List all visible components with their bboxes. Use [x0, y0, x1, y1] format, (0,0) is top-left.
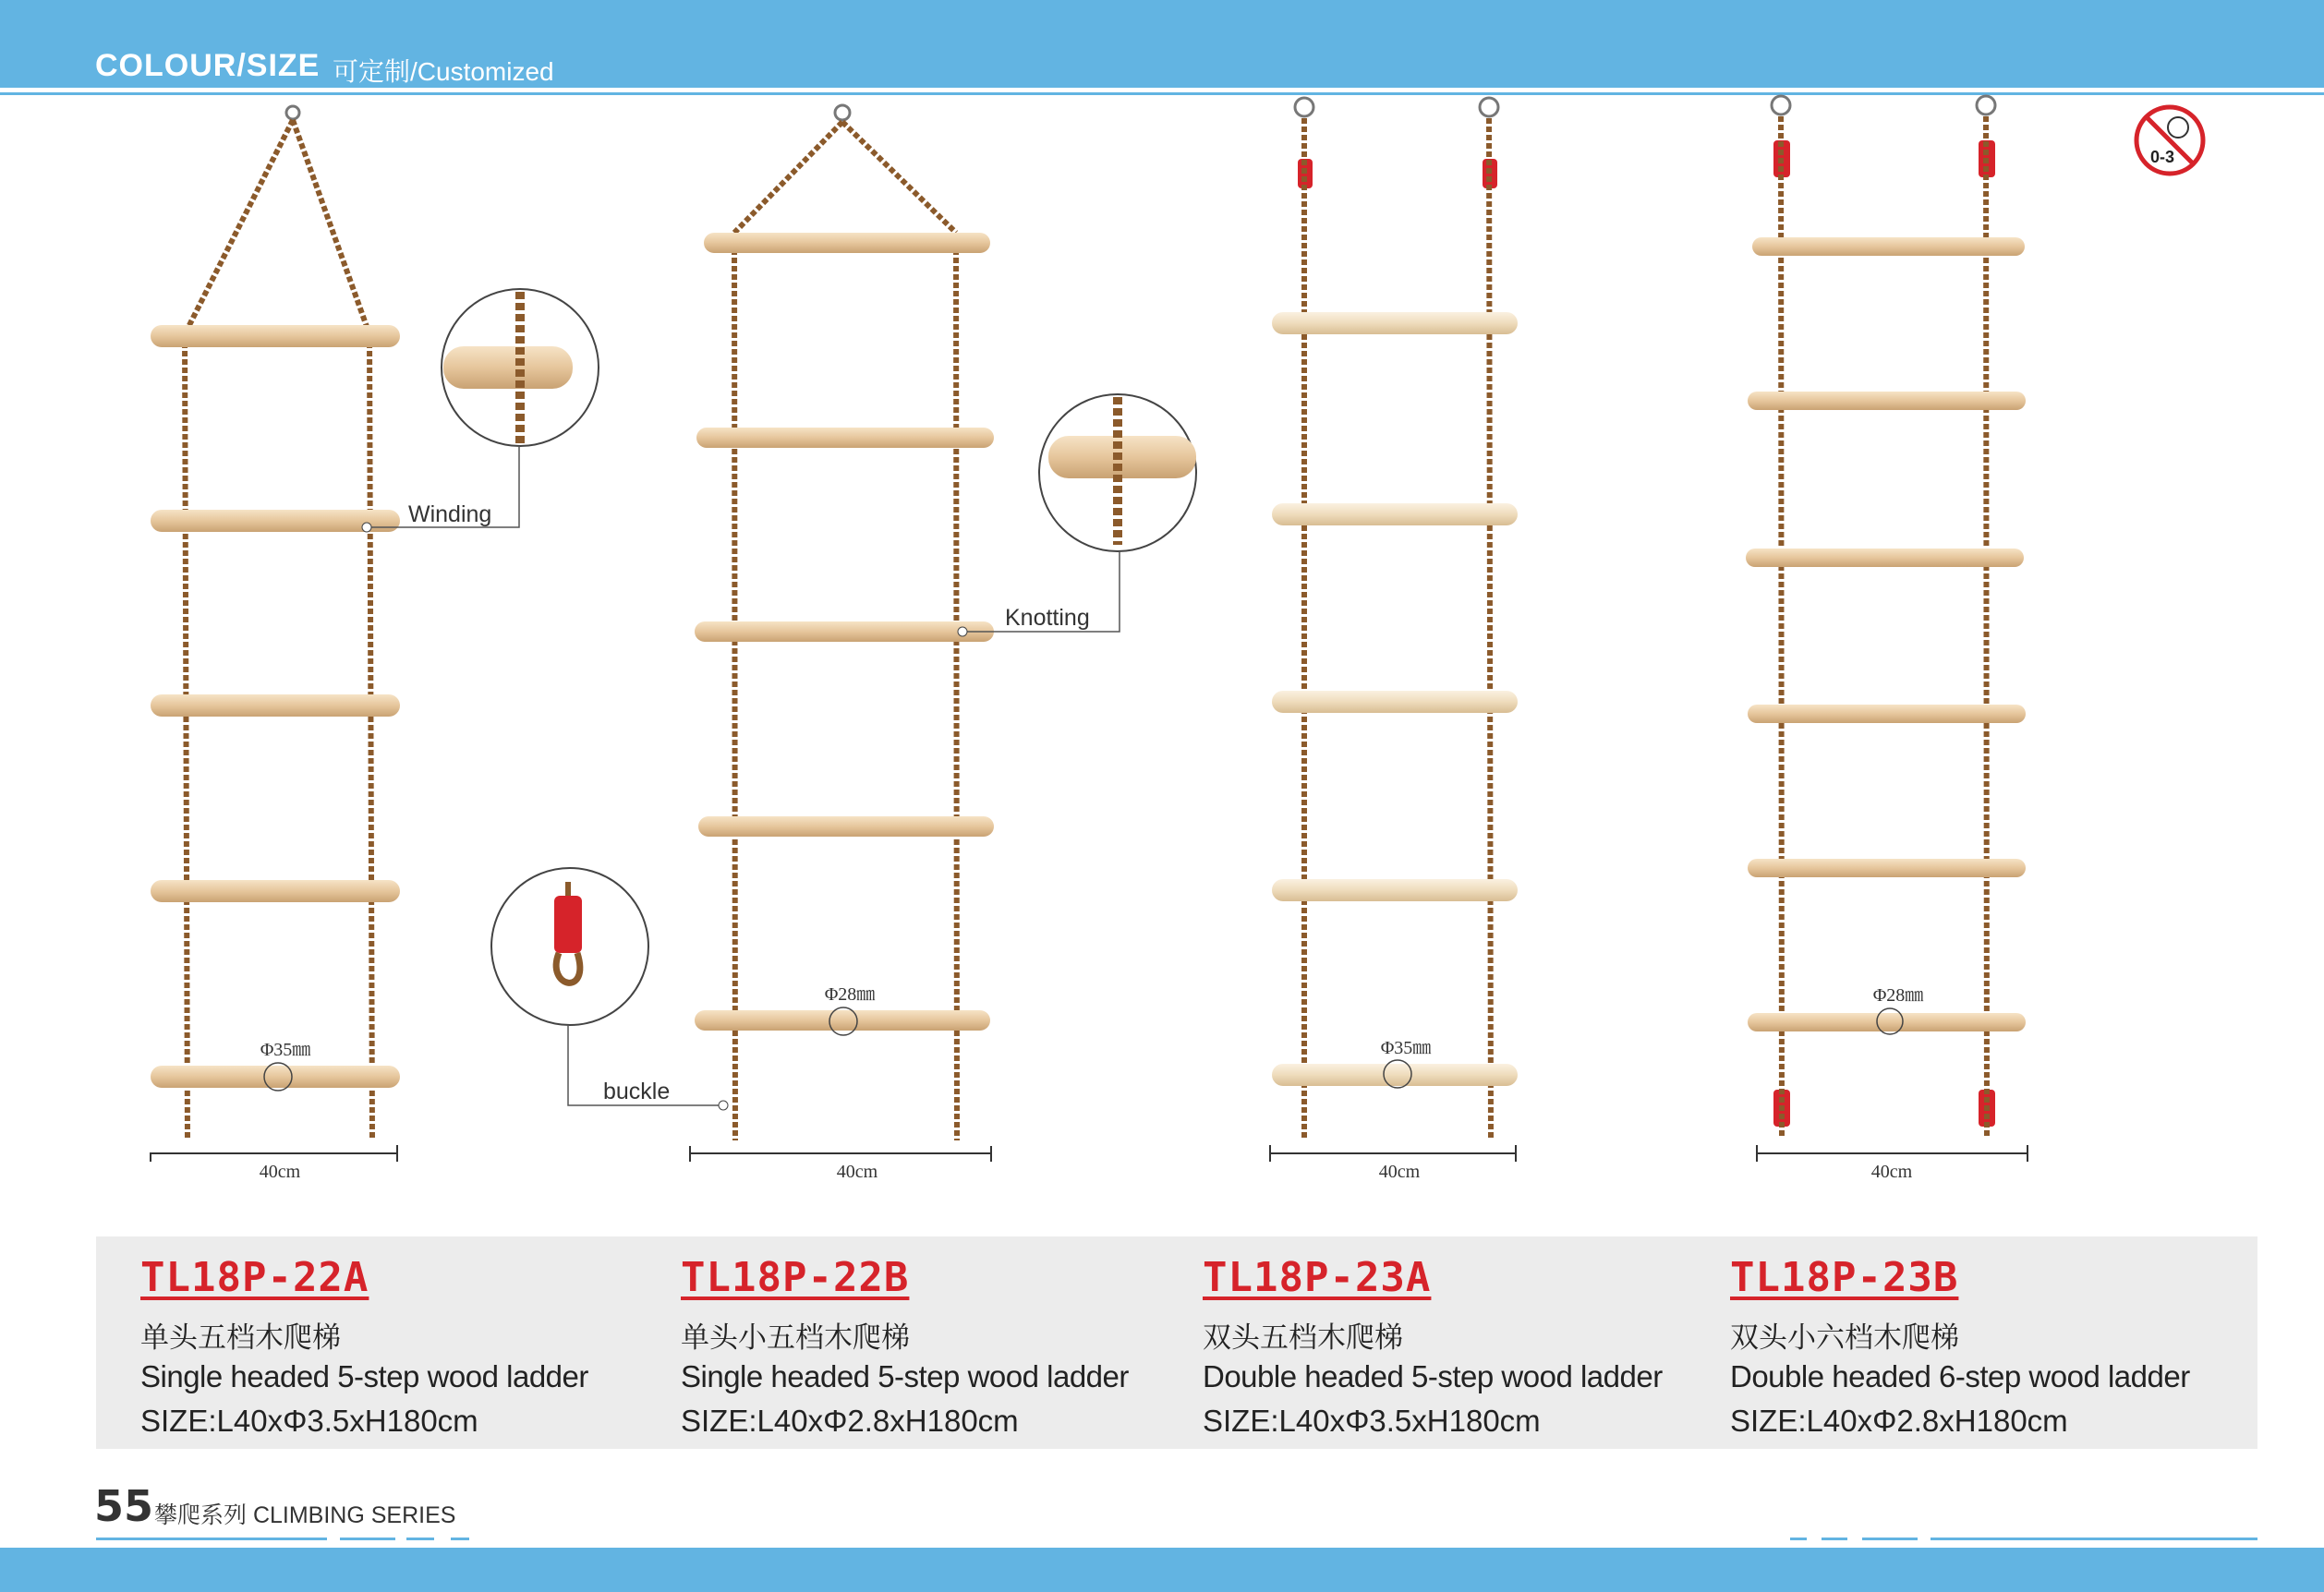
rung — [1748, 859, 2026, 877]
age-warning-icon — [2136, 107, 2203, 174]
rung — [1752, 237, 2025, 256]
product-22a — [140, 1254, 588, 1439]
rung — [1272, 503, 1518, 525]
rung — [151, 694, 400, 717]
product-23a — [1203, 1254, 1663, 1439]
footer-rule — [1790, 1538, 1807, 1540]
product-code: TL18P-23A — [1203, 1254, 1432, 1301]
callout-winding: Winding — [408, 501, 492, 527]
product-code: TL18P-22A — [140, 1254, 369, 1301]
hanging-ring — [835, 105, 850, 120]
rung — [704, 233, 990, 253]
rung — [1746, 549, 2024, 567]
rung — [698, 816, 994, 837]
rung — [696, 428, 994, 448]
hanging-ring — [286, 106, 299, 119]
hanging-ring — [1772, 96, 1790, 115]
footer-rule — [1822, 1538, 1847, 1540]
rung — [695, 1010, 990, 1031]
hanging-ring — [1295, 98, 1313, 116]
product-name-cn: 单头小五档木爬梯 — [681, 1321, 910, 1354]
diameter-label: Φ35㎜ — [1380, 1038, 1432, 1058]
page-subtitle: 可定制/Customized — [333, 57, 554, 86]
footer-rule — [451, 1538, 469, 1540]
product-code: TL18P-23B — [1730, 1254, 1959, 1301]
rung — [1272, 691, 1518, 713]
age-warning-text: 0-3 — [2149, 148, 2175, 166]
callout-buckle: buckle — [603, 1079, 671, 1104]
page-title: COLOUR/SIZE — [95, 48, 321, 83]
footer-rule — [96, 1538, 327, 1540]
product-name-cn: 双头五档木爬梯 — [1203, 1321, 1403, 1354]
footer-rule — [1931, 1538, 2257, 1540]
product-22b — [681, 1254, 1129, 1439]
hanging-ring — [1480, 98, 1498, 116]
width-label: 40cm — [836, 1162, 878, 1182]
product-name-en: Single headed 5-step wood ladder — [681, 1359, 1129, 1393]
ladder-22b — [491, 105, 1196, 1182]
footer-rule — [1862, 1538, 1918, 1540]
product-name-en: Double headed 5-step wood ladder — [1203, 1359, 1663, 1393]
product-size: SIZE:L40xΦ2.8xH180cm — [681, 1404, 1019, 1438]
rung — [1748, 705, 2026, 723]
product-size: SIZE:L40xΦ2.8xH180cm — [1730, 1404, 2068, 1438]
hanging-ring — [1977, 96, 1995, 115]
rung — [151, 1066, 400, 1088]
rung — [151, 880, 400, 902]
rung — [1272, 312, 1518, 334]
diameter-label: Φ28㎜ — [1872, 985, 1924, 1006]
rung — [1272, 879, 1518, 901]
page-number: 55 — [94, 1481, 154, 1531]
product-23b — [1730, 1254, 2190, 1439]
diameter-label: Φ35㎜ — [260, 1040, 311, 1060]
footer-rule — [340, 1538, 395, 1540]
product-size: SIZE:L40xΦ3.5xH180cm — [140, 1404, 478, 1438]
ladder-23a — [1270, 98, 1518, 1182]
rung — [151, 325, 400, 347]
product-name-cn: 单头五档木爬梯 — [140, 1321, 341, 1354]
rung — [695, 621, 994, 642]
footer-rule — [406, 1538, 434, 1540]
product-name-cn: 双头小六档木爬梯 — [1730, 1321, 1959, 1354]
width-label: 40cm — [259, 1162, 301, 1182]
ladder-22a — [151, 106, 599, 1182]
callout-knotting: Knotting — [1005, 605, 1090, 631]
product-name-en: Single headed 5-step wood ladder — [140, 1359, 588, 1393]
product-size: SIZE:L40xΦ3.5xH180cm — [1203, 1404, 1541, 1438]
width-label: 40cm — [1378, 1162, 1421, 1182]
product-name-en: Double headed 6-step wood ladder — [1730, 1359, 2190, 1393]
rung — [1748, 392, 2026, 410]
diameter-label: Φ28㎜ — [824, 984, 876, 1005]
width-label: 40cm — [1870, 1162, 1913, 1182]
rung — [1748, 1013, 2026, 1031]
bottom-banner — [0, 1548, 2324, 1592]
series-name: 攀爬系列 CLIMBING SERIES — [154, 1502, 456, 1528]
product-code: TL18P-22B — [681, 1254, 910, 1301]
rung — [1272, 1064, 1518, 1086]
ladder-23b — [1746, 96, 2027, 1182]
